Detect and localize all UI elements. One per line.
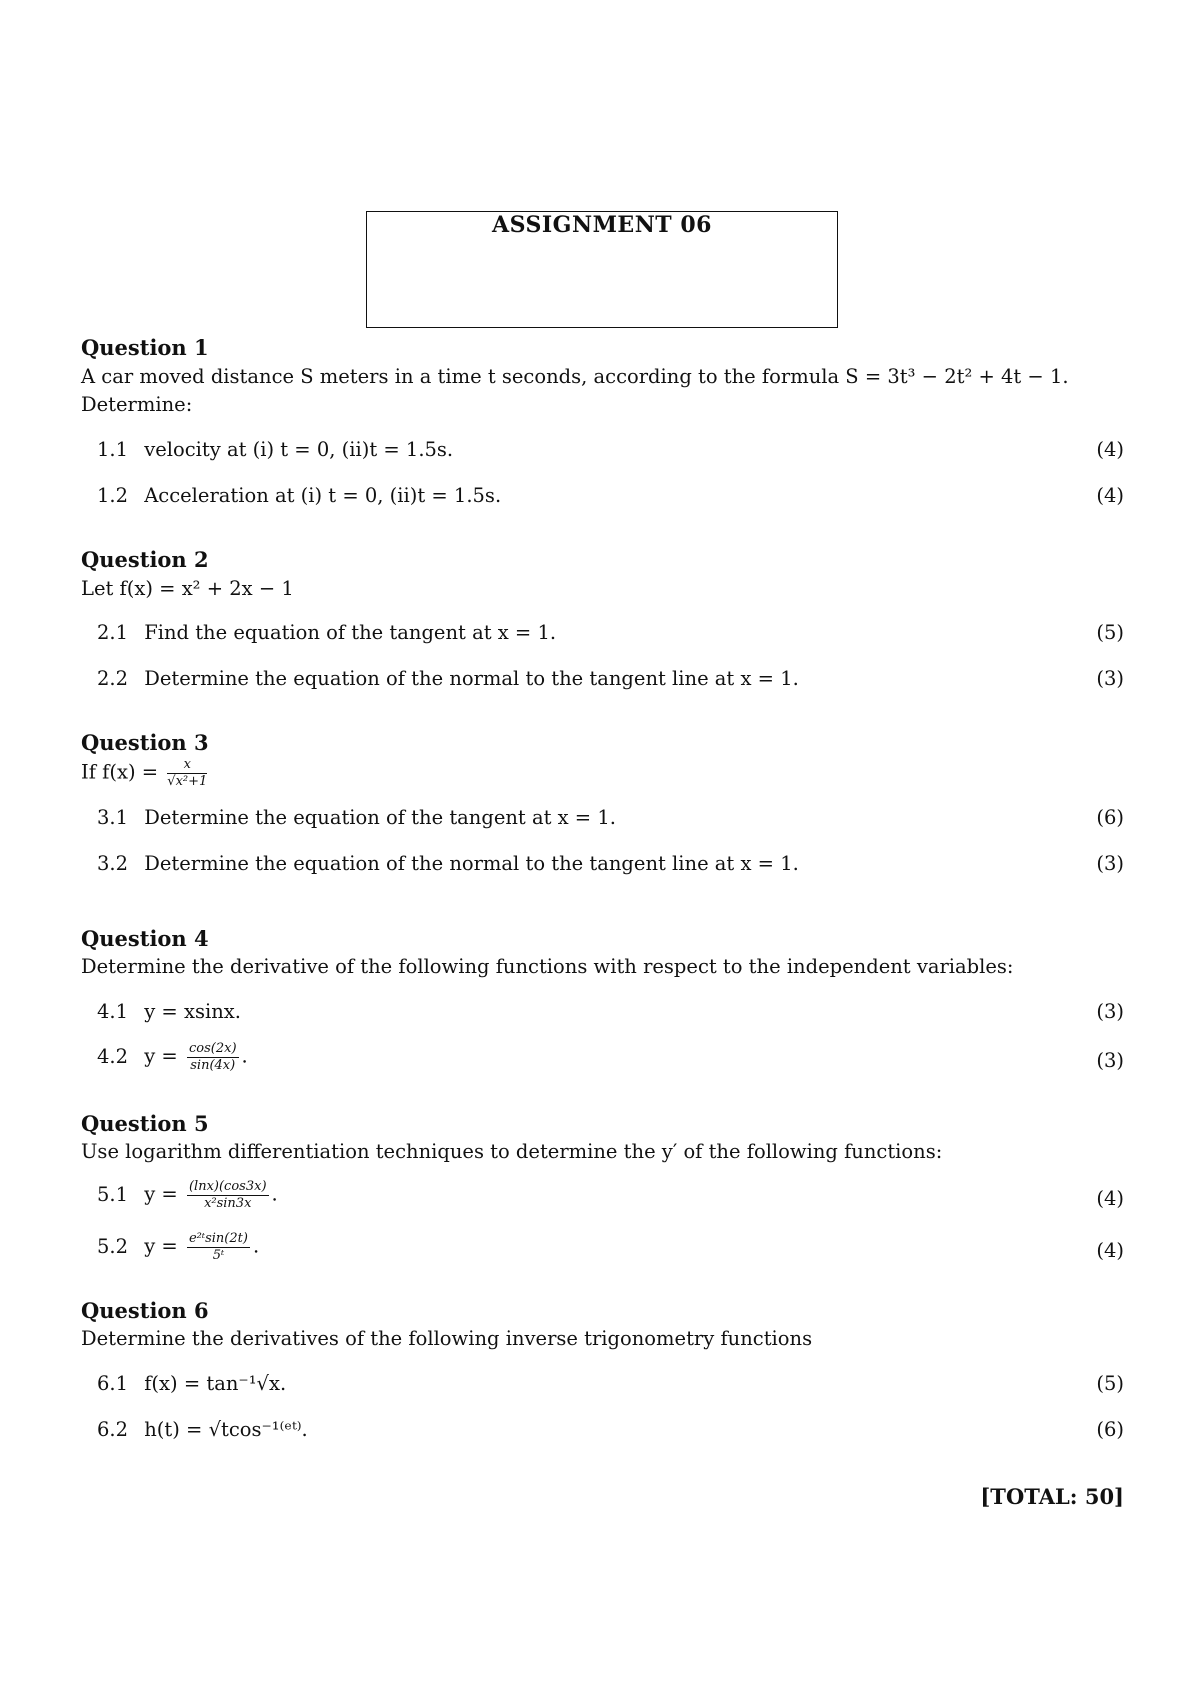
item-text: f(x) = tan⁻¹√x.	[144, 1372, 287, 1395]
item-fraction	[187, 1042, 239, 1072]
question-5-intro: Use logarithm differentiation techniques to determine the y′ of the following functions:	[81, 1140, 943, 1163]
item-5-1: 5.1 y = $\frac{(\ln x)(\cos 3x)}{\text{x²sin3x}}$ .	[97, 1179, 278, 1211]
item-text: velocity at (i) t = 0, (ii)t = 1.5s.	[144, 438, 454, 461]
fraction-denominator: 5ᵗ	[212, 1247, 225, 1263]
item-number: 2.1	[97, 621, 129, 644]
item-text: Find the equation of the tangent at x = 1.	[144, 621, 557, 644]
mark-5-1: (4)	[1096, 1187, 1124, 1210]
fraction-denominator: √x²+1	[167, 773, 208, 789]
fraction-numerator: e²ᵗsin(2t)	[188, 1231, 248, 1246]
intro-prefix: If f(x) =	[81, 760, 159, 784]
item-number: 6.2	[97, 1418, 129, 1441]
question-1-determine: Determine:	[81, 393, 193, 416]
question-6-heading: Question 6	[81, 1298, 209, 1323]
mark-3-1: (6)	[1096, 806, 1124, 829]
item-text: Acceleration at (i) t = 0, (ii)t = 1.5s.	[144, 484, 502, 507]
fraction-numerator: x	[167, 758, 207, 774]
item-1-2	[97, 484, 501, 507]
fraction-denominator: sin(4x)	[190, 1057, 236, 1073]
item-6-2	[97, 1418, 308, 1441]
total-marks: [TOTAL: 50]	[980, 1484, 1124, 1509]
question-4-heading: Question 4	[81, 926, 209, 951]
item-text: Determine the equation of the normal to the tangent line at x = 1.	[144, 852, 799, 875]
item-text: h(t) = √tcos⁻¹⁽ᵉᵗ⁾.	[144, 1418, 308, 1441]
item-4-2: 4.2 y = $\frac{\cos(2x)}{\sin(4x)}$ .	[97, 1041, 248, 1073]
mark-1-2: (4)	[1096, 484, 1124, 507]
mark-2-2: (3)	[1096, 667, 1124, 690]
item-number: 2.2	[97, 667, 129, 690]
item-4-1	[97, 1000, 241, 1023]
item-number: 5.1	[97, 1182, 129, 1206]
question-3-intro	[81, 758, 210, 788]
item-3-1	[97, 806, 616, 829]
question-6-intro: Determine the derivatives of the following inverse trigonometry functions	[81, 1327, 813, 1350]
item-number: 4.1	[97, 1000, 129, 1023]
item-prefix: y =	[144, 1044, 178, 1068]
question-2-heading: Question 2	[81, 547, 209, 572]
item-text: Determine the equation of the tangent at x = 1.	[144, 806, 616, 829]
title-box	[366, 211, 838, 328]
mark-2-1: (5)	[1096, 621, 1124, 644]
item-fraction	[187, 1180, 269, 1210]
question-2-intro: Let f(x) = x² + 2x − 1	[81, 577, 294, 600]
item-3-2	[97, 852, 799, 875]
item-number: 1.1	[97, 438, 129, 461]
question-5-heading: Question 5	[81, 1111, 209, 1136]
item-number: 3.2	[97, 852, 129, 875]
item-fraction	[187, 1232, 250, 1262]
item-2-1	[97, 621, 556, 644]
item-number: 5.2	[97, 1234, 129, 1258]
item-2-2	[97, 667, 799, 690]
mark-6-2: (6)	[1096, 1418, 1124, 1441]
item-number: 6.1	[97, 1372, 129, 1395]
item-number: 3.1	[97, 806, 129, 829]
item-number: 1.2	[97, 484, 129, 507]
page-title: ASSIGNMENT 06	[492, 212, 712, 238]
mark-4-1: (3)	[1096, 1000, 1124, 1023]
mark-5-2: (4)	[1096, 1239, 1124, 1262]
item-prefix: y =	[144, 1234, 178, 1258]
mark-6-1: (5)	[1096, 1372, 1124, 1395]
mark-4-2: (3)	[1096, 1049, 1124, 1072]
item-6-1	[97, 1372, 286, 1395]
question-1-intro: A car moved distance S meters in a time t seconds, according to the formula S = 3t³ − 2t² + 4t − 1.	[81, 365, 1069, 388]
item-5-2: 5.2 y = $\frac{\text{e²ᵗsin(2t)}}{\text{5ᵗ}}$ .	[97, 1231, 260, 1263]
item-number: 4.2	[97, 1044, 129, 1068]
intro-fraction	[167, 758, 207, 788]
fraction-denominator: x²sin3x	[204, 1195, 252, 1211]
fraction-numerator: cos(2x)	[188, 1041, 237, 1056]
question-1-heading: Question 1	[81, 335, 209, 360]
item-prefix: y =	[144, 1182, 178, 1206]
item-1-1	[97, 438, 453, 461]
fraction-numerator: (lnx)(cos3x)	[188, 1179, 267, 1194]
item-text: y = xsinx.	[144, 1000, 241, 1023]
item-text: Determine the equation of the normal to the tangent line at x = 1.	[144, 667, 799, 690]
question-4-intro: Determine the derivative of the following functions with respect to the independent variables:	[81, 955, 1014, 978]
question-3-heading: Question 3	[81, 730, 209, 755]
mark-1-1: (4)	[1096, 438, 1124, 461]
mark-3-2: (3)	[1096, 852, 1124, 875]
